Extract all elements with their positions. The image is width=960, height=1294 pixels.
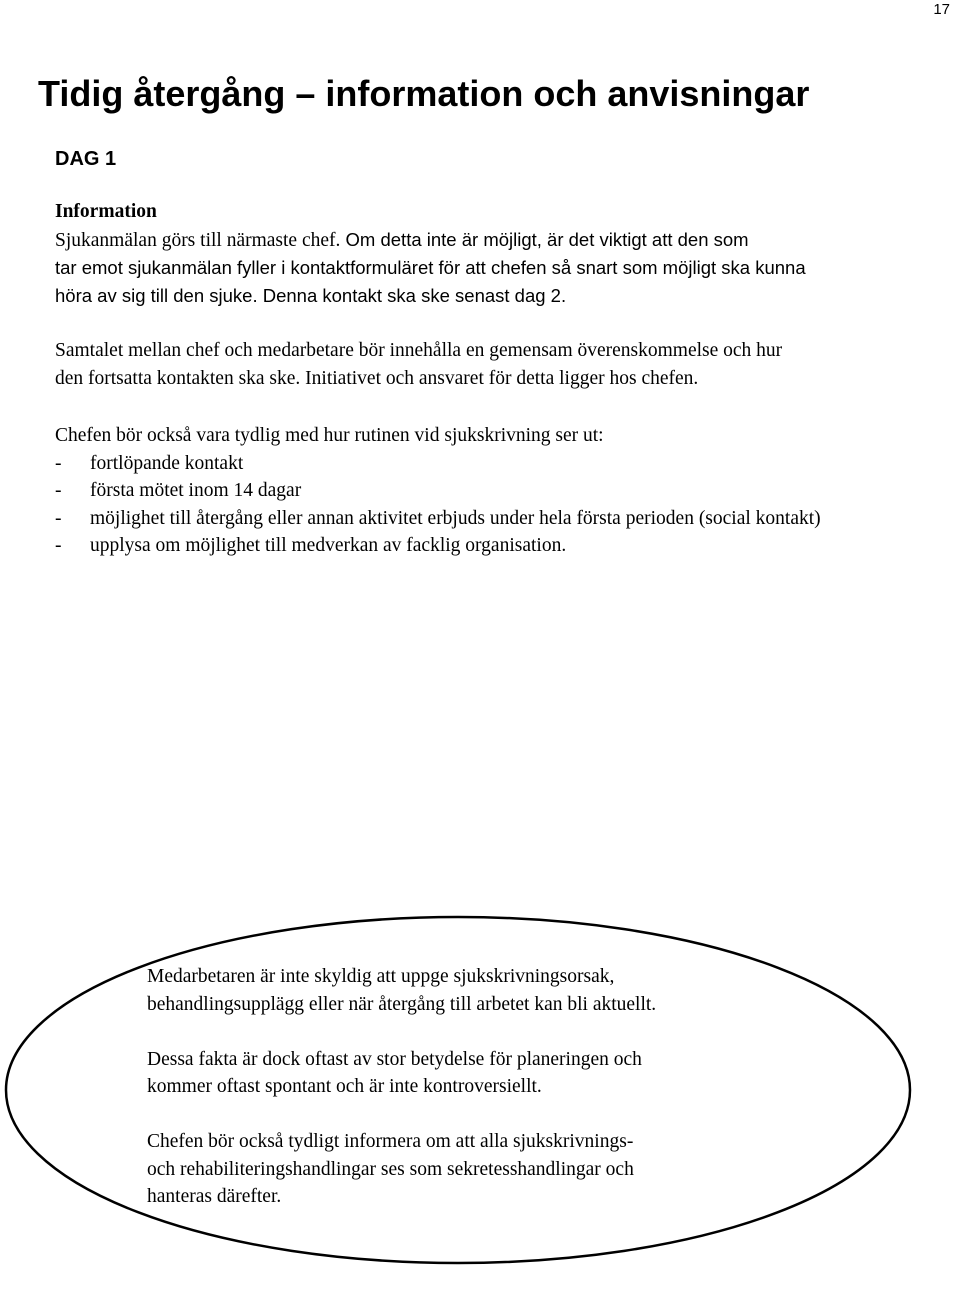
callout-paragraph-1 <box>147 963 867 1018</box>
list-item-text: fortlöpande kontakt <box>90 452 244 474</box>
information-line-1-serif: Sjukanmälan görs till närmaste chef. <box>55 229 341 251</box>
list-item-text: möjlighet till återgång eller annan aktivitet erbjuds under hela första perioden (social kontakt) <box>90 507 821 529</box>
callout-p2-line-1: Dessa fakta är dock oftast av stor betydelse för planeringen och <box>147 1048 642 1070</box>
information-heading: Information <box>55 201 157 222</box>
information-line-2: tar emot sjukanmälan fyller i kontaktformuläret för att chefen så snart som möjligt ska kunna <box>55 257 806 278</box>
callout-p3-line-2: och rehabiliteringshandlingar ses som sekretesshandlingar och <box>147 1158 634 1180</box>
callout-paragraph-3 <box>147 1128 867 1211</box>
callout-p1-line-1: Medarbetaren är inte skyldig att uppge sjukskrivningsorsak, <box>147 966 615 987</box>
page-title: Tidig återgång – information och anvisningar <box>38 73 810 114</box>
dash-bullet-icon: - <box>55 535 62 556</box>
callout-p2-line-2: kommer oftast spontant och är inte kontroversiellt. <box>147 1076 542 1097</box>
information-line-3-sans: Denna kontakt ska ske senast dag 2. <box>257 284 567 306</box>
callout-p3-line-3: hanteras därefter. <box>147 1186 282 1207</box>
list-item-text: upplysa om möjlighet till medverkan av facklig organisation. <box>90 535 567 556</box>
dash-bullet-icon: - <box>55 452 62 474</box>
day-heading: DAG 1 <box>55 148 117 170</box>
page-number: 17 <box>933 1 950 18</box>
dash-bullet-icon: - <box>55 480 62 501</box>
callout-paragraph-2 <box>147 1046 867 1101</box>
callout-text <box>147 963 867 1238</box>
information-line-1-sans: Om detta inte är möjligt, är det viktigt att den som <box>340 228 749 250</box>
routine-intro: Chefen bör också vara tydlig med hur rutinen vid sjukskrivning ser ut: <box>55 425 604 446</box>
callout-p3-line-1: Chefen bör också tydligt informera om att alla sjukskrivnings- <box>147 1131 634 1152</box>
callout-p1-line-2: behandlingsupplägg eller när återgång till arbetet kan bli aktuellt. <box>147 993 657 1015</box>
dash-bullet-icon: - <box>55 507 62 529</box>
conversation-line-1: Samtalet mellan chef och medarbetare bör innehålla en gemensam överenskommelse och hur <box>55 340 783 361</box>
information-line-3-serif: höra av sig till den sjuke. <box>55 284 258 306</box>
list-item-text: första mötet inom 14 dagar <box>90 480 302 501</box>
conversation-line-2: den fortsatta kontakten ska ske. Initiativet och ansvaret för detta ligger hos chefen. <box>55 367 699 389</box>
